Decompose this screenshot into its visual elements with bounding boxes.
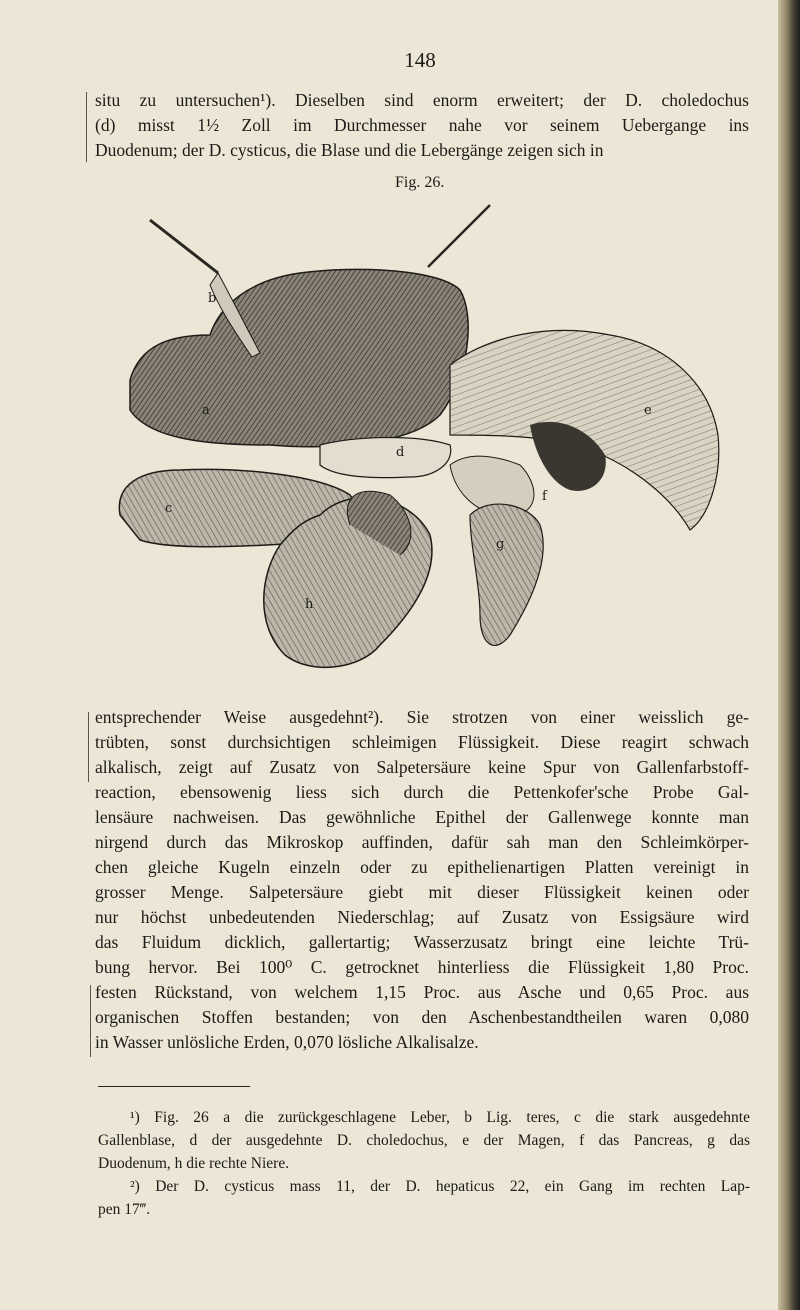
figure-label-c: c — [165, 501, 173, 516]
margin-mark — [90, 985, 91, 1057]
page-number: 148 — [404, 48, 436, 72]
text-line: reaction, ebensowenig liess sich durch die Pettenkofer'sche Probe Gal- — [95, 782, 749, 802]
footnote-line: ¹) Fig. 26 a die zurückgeschlagene Leber, b Lig. teres, c die stark ausgedehnte — [130, 1109, 750, 1126]
margin-mark — [88, 712, 89, 782]
probe-right — [428, 205, 490, 267]
figure-label-f: f — [542, 489, 547, 504]
footnote-rule — [98, 1086, 250, 1087]
text-line: (d) misst 1½ Zoll im Durchmesser nahe vor seinem Uebergange ins — [95, 115, 749, 135]
figure-label-d: d — [396, 445, 405, 460]
text-line: grosser Menge. Salpetersäure giebt mit dieser Flüssigkeit keinen oder — [95, 882, 749, 902]
top-paragraph — [95, 88, 749, 163]
text-line: entsprechender Weise ausgedehnt²). Sie strotzen von einer weisslich ge- — [95, 707, 749, 727]
footnotes — [98, 1106, 750, 1221]
footnote-line: ²) Der D. cysticus mass 11, der D. hepaticus 22, ein Gang im rechten Lap- — [130, 1178, 750, 1195]
book-spine-shadow — [778, 0, 800, 1310]
figure-label-e: e — [644, 403, 652, 418]
text-line: alkalisch, zeigt auf Zusatz von Salpetersäure keine Spur von Gallenfarbstoff- — [95, 757, 749, 777]
figure-label-a: a — [202, 403, 210, 418]
text-line: situ zu untersuchen¹). Dieselben sind enorm erweitert; der D. choledochus — [95, 90, 749, 110]
text-line: das Fluidum dicklich, gallertartig; Wasserzusatz bringt eine leichte Trü- — [95, 932, 749, 952]
text-line: bung hervor. Bei 100⁰ C. getrocknet hinterliess die Flüssigkeit 1,80 Proc. — [95, 957, 749, 977]
bile-duct-shape — [320, 438, 451, 478]
probe-left — [150, 220, 218, 273]
footnote-line: Duodenum, h die rechte Niere. — [98, 1155, 290, 1172]
text-line: lensäure nachweisen. Das gewöhnliche Epithel der Gallenwege konnte man — [95, 807, 749, 827]
anatomical-illustration — [110, 195, 730, 685]
anatomical-figure — [110, 195, 730, 685]
text-line: Duodenum; der D. cysticus, die Blase und die Lebergänge zeigen sich in — [95, 140, 604, 160]
main-paragraph — [95, 705, 749, 1055]
text-line: nur höchst unbedeutenden Niederschlag; auf Zusatz von Essigsäure wird — [95, 907, 749, 927]
figure-caption: Fig. 26. — [395, 174, 445, 191]
footnote-line: pen 17‴. — [98, 1201, 151, 1218]
figure-label-g: g — [496, 537, 505, 552]
text-line: festen Rückstand, von welchem 1,15 Proc. aus Asche und 0,65 Proc. aus — [95, 982, 749, 1002]
text-line: organischen Stoffen bestanden; von den Aschenbestandtheilen waren 0,080 — [95, 1007, 749, 1027]
figure-label-h: h — [305, 597, 314, 612]
margin-mark — [86, 92, 87, 162]
text-line: trübten, sonst durchsichtigen schleimigen Flüssigkeit. Diese reagirt schwach — [95, 732, 749, 752]
liver-shape — [130, 269, 468, 446]
text-line: in Wasser unlösliche Erden, 0,070 lösliche Alkalisalze. — [95, 1032, 479, 1052]
text-line: nirgend durch das Mikroskop auffinden, dafür sah man den Schleimkörper- — [95, 832, 749, 852]
duodenum-shape — [470, 504, 543, 645]
text-line: chen gleiche Kugeln einzeln oder zu epithelienartigen Platten vereinigt in — [95, 857, 749, 877]
footnote-line: Gallenblase, d der ausgedehnte D. choledochus, e der Magen, f das Pancreas, g das — [98, 1132, 750, 1149]
figure-label-b: b — [208, 291, 217, 306]
